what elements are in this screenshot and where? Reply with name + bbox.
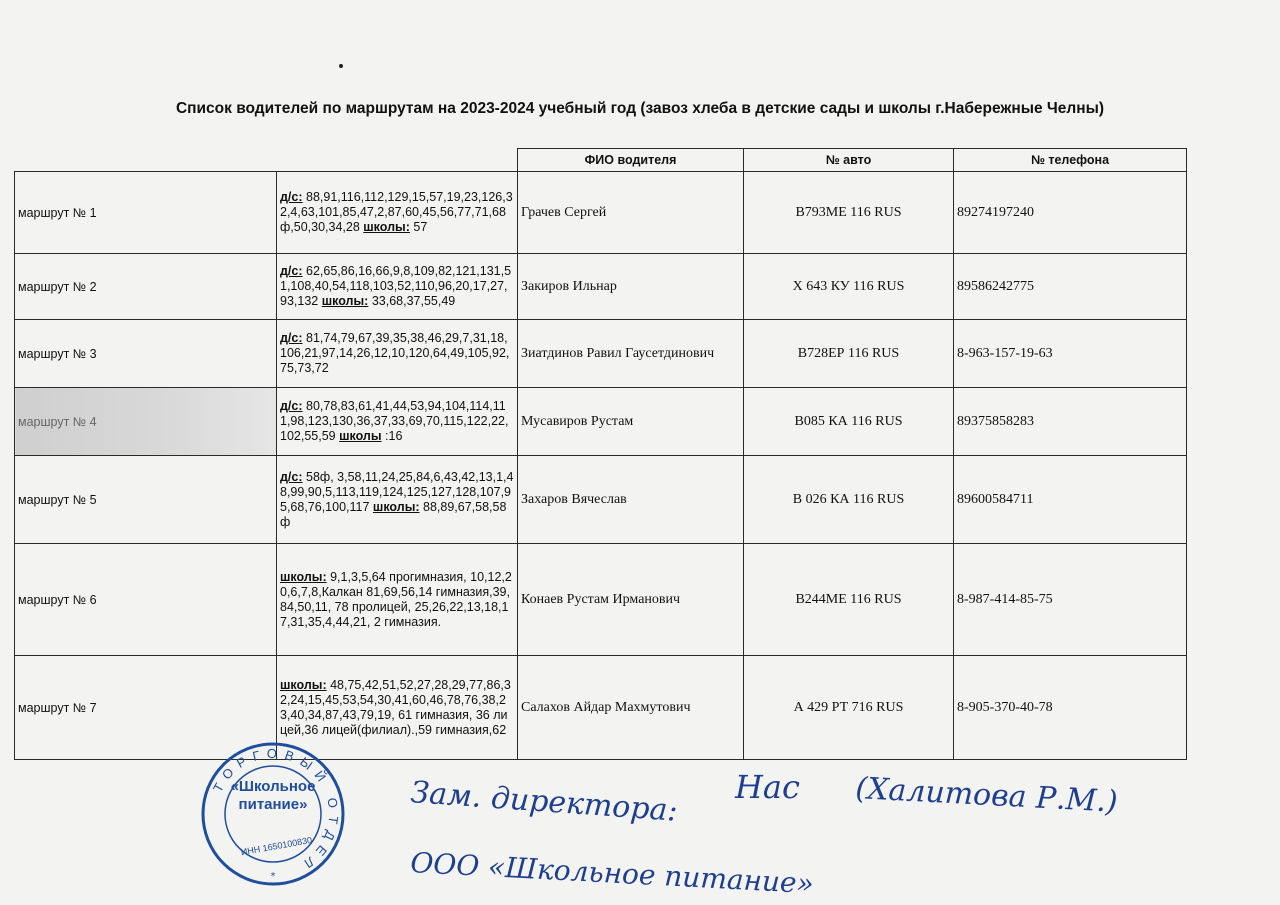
stops-cell	[277, 172, 518, 254]
car-cell: В085 КА 116 RUS	[744, 388, 954, 456]
car-cell: В793МЕ 116 RUS	[744, 172, 954, 254]
driver-cell: Захаров Вячеслав	[518, 456, 744, 544]
stops-cell	[277, 388, 518, 456]
table-row	[15, 320, 1187, 388]
stops-cell	[277, 320, 518, 388]
signature-initials: Нас	[735, 768, 800, 806]
stamp-name-line1: «Школьное	[230, 778, 316, 795]
stops-category-label: д/с:	[280, 399, 303, 413]
stops-category-label: д/с:	[280, 331, 303, 345]
route-cell: маршрут № 6	[15, 544, 277, 656]
stops-category-label: школы:	[280, 569, 327, 584]
signature-company: ООО «Школьное питание»	[409, 846, 815, 900]
car-cell: В728ЕР 116 RUS	[744, 320, 954, 388]
table-row	[15, 172, 1187, 254]
table-body	[15, 172, 1187, 760]
phone-cell: 89274197240	[954, 172, 1187, 254]
car-cell: Х 643 КУ 116 RUS	[744, 254, 954, 320]
stops-cell	[277, 456, 518, 544]
stops-category-label: школы:	[321, 294, 369, 308]
phone-cell: 89375858283	[954, 388, 1187, 456]
stops-list: 57	[409, 220, 428, 234]
phone-cell: 89600584711	[954, 456, 1187, 544]
stamp-inn: ИНН 1650100830	[240, 834, 313, 858]
stops-list: 9,1,3,5,64 прогимназия, 10,12,20,6,7,8,Калкан 81,69,56,14 гимназия,39,84,50,11, 78 пролицей, 25,26,22,13,18,17,31,35,4,44,21, 2 гимназия.	[280, 569, 512, 629]
phone-cell: 8-987-414-85-75	[954, 544, 1187, 656]
header-blank-stops	[277, 149, 518, 172]
stops-list: 48,75,42,51,52,27,28,29,77,86,32,24,15,45,53,54,30,41,60,46,78,76,38,23,40,34,87,43,79,19, 61 гимназия, 36 лицей,36 лицей(филиал).,59 гимназия,62	[280, 677, 511, 737]
stops-list: 80,78,83,61,41,44,53,94,104,114,111,98,123,130,36,37,33,69,70,115,122,22,102,55,59	[280, 399, 509, 443]
driver-cell: Конаев Рустам Ирманович	[518, 544, 744, 656]
document-title: Список водителей по маршрутам на 2023-2024 учебный год (завоз хлеба в детские сады и школы г.Набережные Челны)	[175, 100, 1105, 117]
stops-category-label: школы	[339, 429, 382, 443]
driver-cell: Салахов Айдар Махмутович	[518, 656, 744, 760]
stops-category-label: школы:	[363, 220, 410, 234]
stops-category-label: д/с:	[280, 190, 303, 204]
stops-cell	[277, 254, 518, 320]
stops-list: :16	[381, 429, 403, 443]
stops-list: 33,68,37,55,49	[368, 294, 456, 308]
routes-table	[14, 148, 1187, 760]
car-cell: А 429 РТ 716 RUS	[744, 656, 954, 760]
route-cell: маршрут № 7	[15, 656, 277, 760]
table-row	[15, 456, 1187, 544]
table-row	[15, 388, 1187, 456]
stops-list: 58ф, 3,58,11,24,25,84,6,43,42,13,1,48,99,90,5,113,119,124,125,127,128,107,95,68,76,100,117	[280, 469, 514, 514]
route-cell: маршрут № 5	[15, 456, 277, 544]
signature-block	[400, 760, 1120, 900]
phone-cell: 89586242775	[954, 254, 1187, 320]
stops-category-label: д/с:	[280, 469, 303, 484]
table-header-row	[15, 149, 1187, 172]
header-blank-route	[15, 149, 277, 172]
stops-category-label: школы:	[372, 499, 420, 514]
stops-category-label: школы:	[280, 677, 327, 692]
table-row	[15, 544, 1187, 656]
route-cell: маршрут № 4	[15, 388, 277, 456]
phone-cell: 8-963-157-19-63	[954, 320, 1187, 388]
route-cell: маршрут № 2	[15, 254, 277, 320]
car-cell: В244МЕ 116 RUS	[744, 544, 954, 656]
stops-list: 81,74,79,67,39,35,38,46,29,7,31,18,106,21,97,14,26,12,10,120,64,49,105,92,75,73,72	[280, 331, 510, 375]
driver-cell: Зиатдинов Равил Гаусетдинович	[518, 320, 744, 388]
table-row	[15, 254, 1187, 320]
stops-list: 88,89,67,58,58 ф	[280, 499, 507, 529]
header-driver: ФИО водителя	[518, 149, 744, 172]
driver-cell: Грачев Сергей	[518, 172, 744, 254]
stops-list: 88,91,116,112,129,15,57,19,23,126,32,4,63,101,85,47,2,87,60,45,56,77,71,68ф,50,30,34,28	[280, 190, 513, 234]
stops-category-label: д/с:	[280, 264, 303, 278]
route-cell: маршрут № 1	[15, 172, 277, 254]
stamp-name-line2: питание»	[238, 796, 308, 813]
driver-cell: Закиров Ильнар	[518, 254, 744, 320]
header-car: № авто	[744, 149, 954, 172]
signature-position: Зам. директора:	[409, 775, 679, 829]
phone-cell: 8-905-370-40-78	[954, 656, 1187, 760]
stamp-ring-text: ТОРГОВЫЙ ОТДЕЛ	[210, 745, 342, 875]
car-cell: В 026 КА 116 RUS	[744, 456, 954, 544]
stray-dot	[339, 64, 343, 68]
table-row	[15, 656, 1187, 760]
signature-name: (Халитова Р.М.)	[854, 771, 1119, 820]
header-phone: № телефона	[954, 149, 1187, 172]
route-cell: маршрут № 3	[15, 320, 277, 388]
company-stamp	[198, 739, 348, 889]
stops-cell	[277, 544, 518, 656]
stops-list: 62,65,86,16,66,9,8,109,82,121,131,51,108,40,54,118,103,52,110,96,20,17,27,93,132	[280, 264, 512, 308]
stamp-star-icon: *	[270, 871, 276, 882]
driver-cell: Мусавиров Рустам	[518, 388, 744, 456]
